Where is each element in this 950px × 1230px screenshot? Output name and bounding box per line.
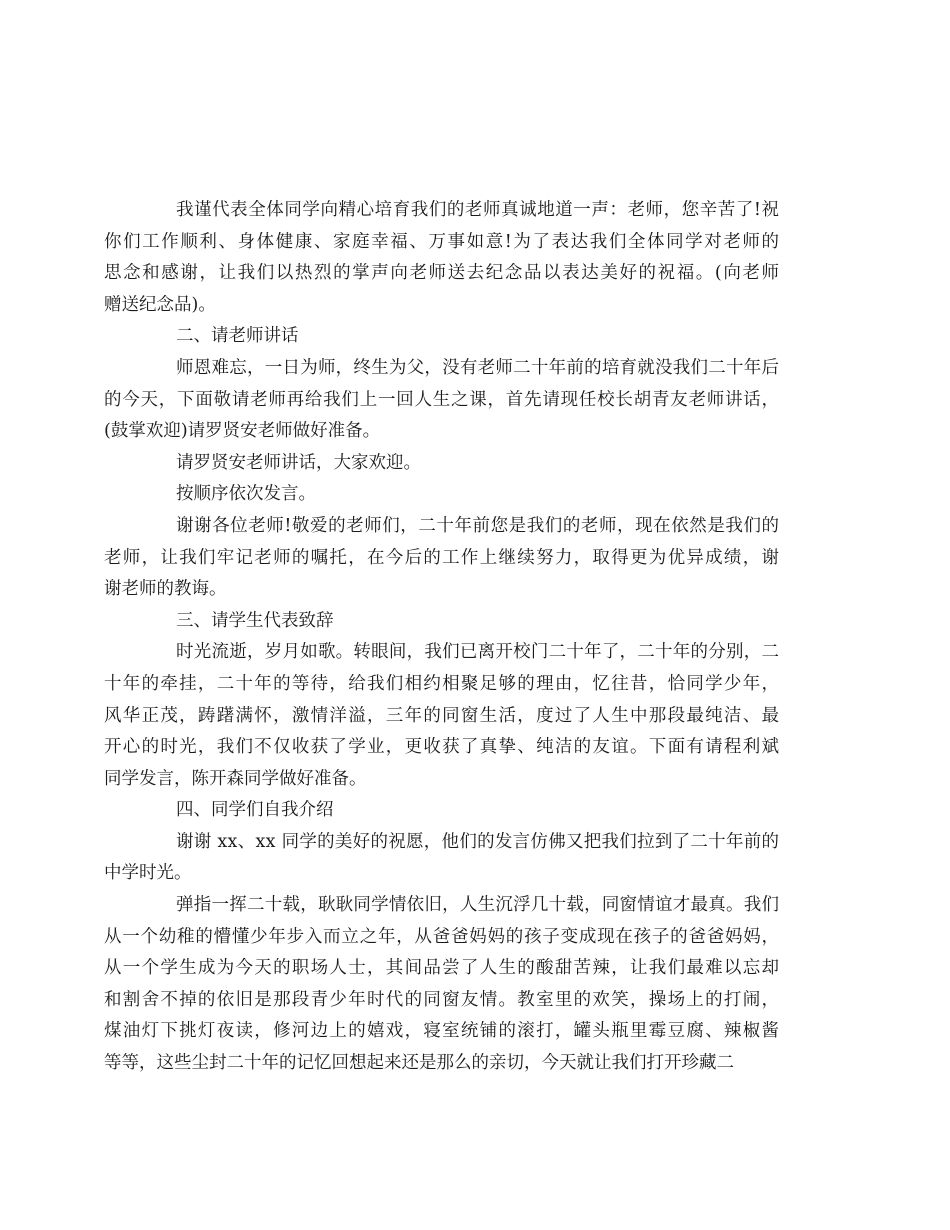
text-line: 请罗贤安老师讲话，大家欢迎。 xyxy=(176,452,421,473)
text-line: 十年的牵挂，二十年的等待，给我们相约相聚足够的理由，忆往昔，恰同学少年， xyxy=(104,673,781,694)
text-line: 中学时光。 xyxy=(104,863,192,884)
paragraph xyxy=(104,890,815,1080)
text-line: 从一个幼稚的懵懂少年步入而立之年，从爸爸妈妈的孩子变成现在孩子的爸爸妈妈， xyxy=(104,926,780,947)
paragraph xyxy=(104,637,815,795)
text-line: 开心的时光，我们不仅收获了学业，更收获了真挚、纯洁的友谊。下面有请程利斌 xyxy=(104,737,781,758)
text-line: 等等，这些尘封二十年的记忆回想起来还是那么的亲切，今天就让我们打开珍藏二 xyxy=(104,1053,734,1074)
text-line: 的今天，下面敬请老师再给我们上一回人生之课，首先请现任校长胡青友老师讲话， xyxy=(104,389,780,410)
text-line: 按顺序依次发言。 xyxy=(176,484,316,505)
text-line: 师恩难忘，一日为师，终生为父，没有老师二十年前的培育就没我们二十年后 xyxy=(176,357,780,378)
document-body xyxy=(104,195,815,1080)
paragraph xyxy=(104,511,815,606)
text-line: 同学发言，陈开森同学做好准备。 xyxy=(104,768,367,789)
text-line: 时光流逝，岁月如歌。转眼间，我们已离开校门二十年了，二十年的分别，二 xyxy=(176,642,780,663)
text-line: 从一个学生成为今天的职场人士，其间品尝了人生的酸甜苦辣，让我们最难以忘却 xyxy=(104,958,781,979)
paragraph xyxy=(104,195,815,321)
text-line: 弹指一挥二十载，耿耿同学情依旧，人生沉浮几十载，同窗情谊才最真。我们 xyxy=(176,895,780,916)
text-line: (鼓掌欢迎)请罗贤安老师做好准备。 xyxy=(104,421,381,442)
text-line: 谢谢各位老师!敬爱的老师们，二十年前您是我们的老师，现在依然是我们的 xyxy=(176,515,780,536)
paragraph xyxy=(104,353,815,448)
text-line: 谢谢 xx、xx 同学的美好的祝愿，他们的发言仿佛又把我们拉到了二十年前的 xyxy=(176,831,780,852)
text-line: 谢老师的教诲。 xyxy=(104,579,227,600)
text-line: 四、同学们自我介绍 xyxy=(176,800,334,821)
paragraph xyxy=(140,479,815,511)
text-line: 我谨代表全体同学向精心培育我们的老师真诚地道一声：老师，您辛苦了!祝 xyxy=(176,200,780,220)
text-line: 风华正茂，踌躇满怀，激情洋溢，三年的同窗生活，度过了人生中那段最纯洁、最 xyxy=(104,705,781,726)
text-line: 煤油灯下挑灯夜读，修河边上的嬉戏，寝室统铺的滚打，罐头瓶里霉豆腐、辣椒酱 xyxy=(104,1021,781,1042)
text-line: 三、请学生代表致辞 xyxy=(176,610,334,631)
paragraph xyxy=(140,448,815,480)
text-line: 和割舍不掉的依旧是那段青少年时代的同窗友情。教室里的欢笑，操场上的打闹， xyxy=(104,989,781,1010)
text-line: 赠送纪念品)。 xyxy=(104,294,216,315)
paragraph xyxy=(104,827,815,890)
section-heading xyxy=(140,795,815,827)
text-line: 老师，让我们牢记老师的嘱托，在今后的工作上继续努力，取得更为优异成绩，谢 xyxy=(104,547,781,568)
text-line: 你们工作顺利、身体健康、家庭幸福、万事如意!为了表达我们全体同学对老师的 xyxy=(104,231,781,252)
section-heading xyxy=(140,321,815,353)
text-line: 思念和感谢，让我们以热烈的掌声向老师送去纪念品以表达美好的祝福。(向老师 xyxy=(104,263,781,284)
section-heading xyxy=(140,606,815,638)
text-line: 二、请老师讲话 xyxy=(176,326,299,347)
